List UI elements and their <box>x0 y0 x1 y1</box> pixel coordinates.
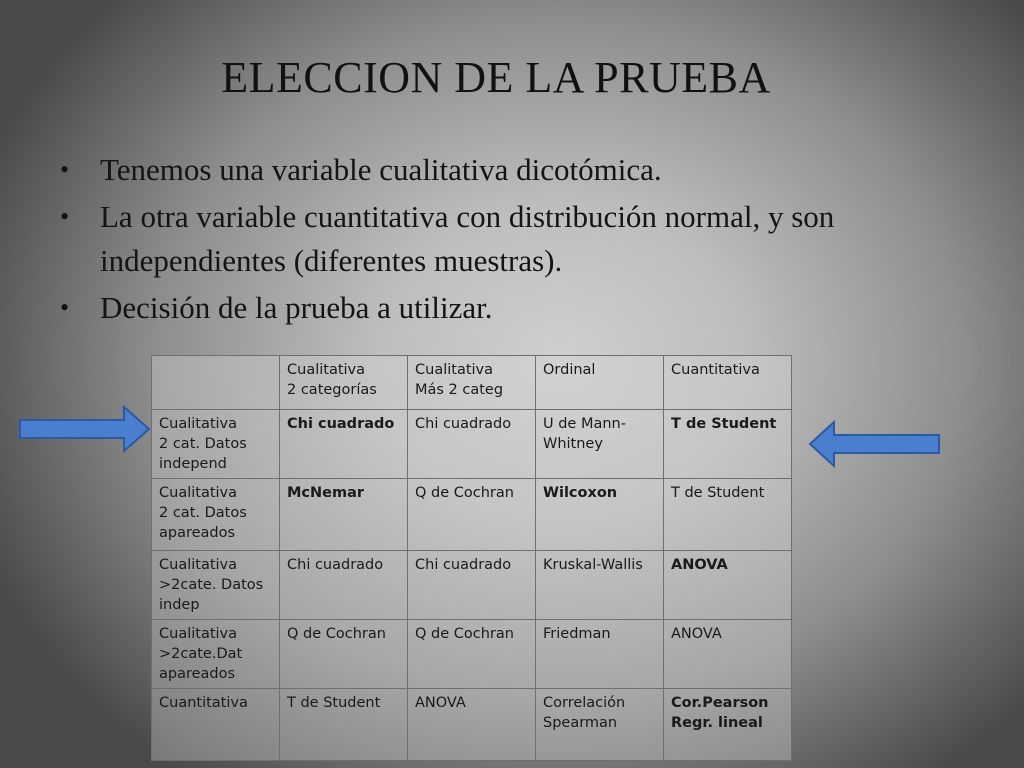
right-arrow-icon <box>18 404 152 454</box>
row-label: Cualitativa 2 cat. Datos independ <box>152 410 280 479</box>
test-selection-table <box>151 355 792 761</box>
table-cell: Wilcoxon <box>536 479 664 551</box>
table-cell: Chi cuadrado <box>408 551 536 620</box>
bullet-item <box>60 195 960 283</box>
table-cell: Q de Cochran <box>408 479 536 551</box>
table-cell: U de Mann-Whitney <box>536 410 664 479</box>
row-label: Cuantitativa <box>152 689 280 761</box>
table-cell: T de Student <box>664 410 792 479</box>
table-cell: Chi cuadrado <box>280 410 408 479</box>
table-cell: Cor.Pearson Regr. lineal <box>664 689 792 761</box>
table-row <box>152 410 792 479</box>
table-row <box>152 620 792 689</box>
bullet-text: Tenemos una variable cualitativa dicotómica. <box>100 152 662 187</box>
table-cell: Correlación Spearman <box>536 689 664 761</box>
table-header-row <box>152 356 792 410</box>
table-cell: Kruskal-Wallis <box>536 551 664 620</box>
bullet-item <box>60 286 960 330</box>
table-cell: Q de Cochran <box>280 620 408 689</box>
table-cell: T de Student <box>280 689 408 761</box>
header-cell: Cuantitativa <box>664 356 792 410</box>
header-cell-empty <box>152 356 280 410</box>
header-cell: Cualitativa Más 2 categ <box>408 356 536 410</box>
left-arrow-icon <box>808 420 942 470</box>
table-cell: ANOVA <box>664 551 792 620</box>
table-cell: ANOVA <box>408 689 536 761</box>
table-cell: McNemar <box>280 479 408 551</box>
table-row <box>152 479 792 551</box>
table-cell: Friedman <box>536 620 664 689</box>
row-label: Cualitativa 2 cat. Datos apareados <box>152 479 280 551</box>
bullet-dot: • <box>60 202 70 231</box>
bullet-text: La otra variable cuantitativa con distribución normal, y son independientes (diferentes muestras). <box>100 199 835 278</box>
table-cell: ANOVA <box>664 620 792 689</box>
bullet-dot: • <box>60 155 70 184</box>
table-cell: Chi cuadrado <box>280 551 408 620</box>
bullet-list <box>60 148 960 333</box>
header-cell: Cualitativa 2 categorías <box>280 356 408 410</box>
bullet-text: Decisión de la prueba a utilizar. <box>100 290 493 325</box>
table-cell: Chi cuadrado <box>408 410 536 479</box>
bullet-item <box>60 148 960 192</box>
slide-title: ELECCION DE LA PRUEBA <box>221 53 771 102</box>
header-cell: Ordinal <box>536 356 664 410</box>
table-cell: T de Student <box>664 479 792 551</box>
table-row <box>152 551 792 620</box>
bullet-dot: • <box>60 293 70 322</box>
row-label: Cualitativa >2cate.Dat apareados <box>152 620 280 689</box>
row-label: Cualitativa >2cate. Datos indep <box>152 551 280 620</box>
table-row <box>152 689 792 761</box>
table-cell: Q de Cochran <box>408 620 536 689</box>
